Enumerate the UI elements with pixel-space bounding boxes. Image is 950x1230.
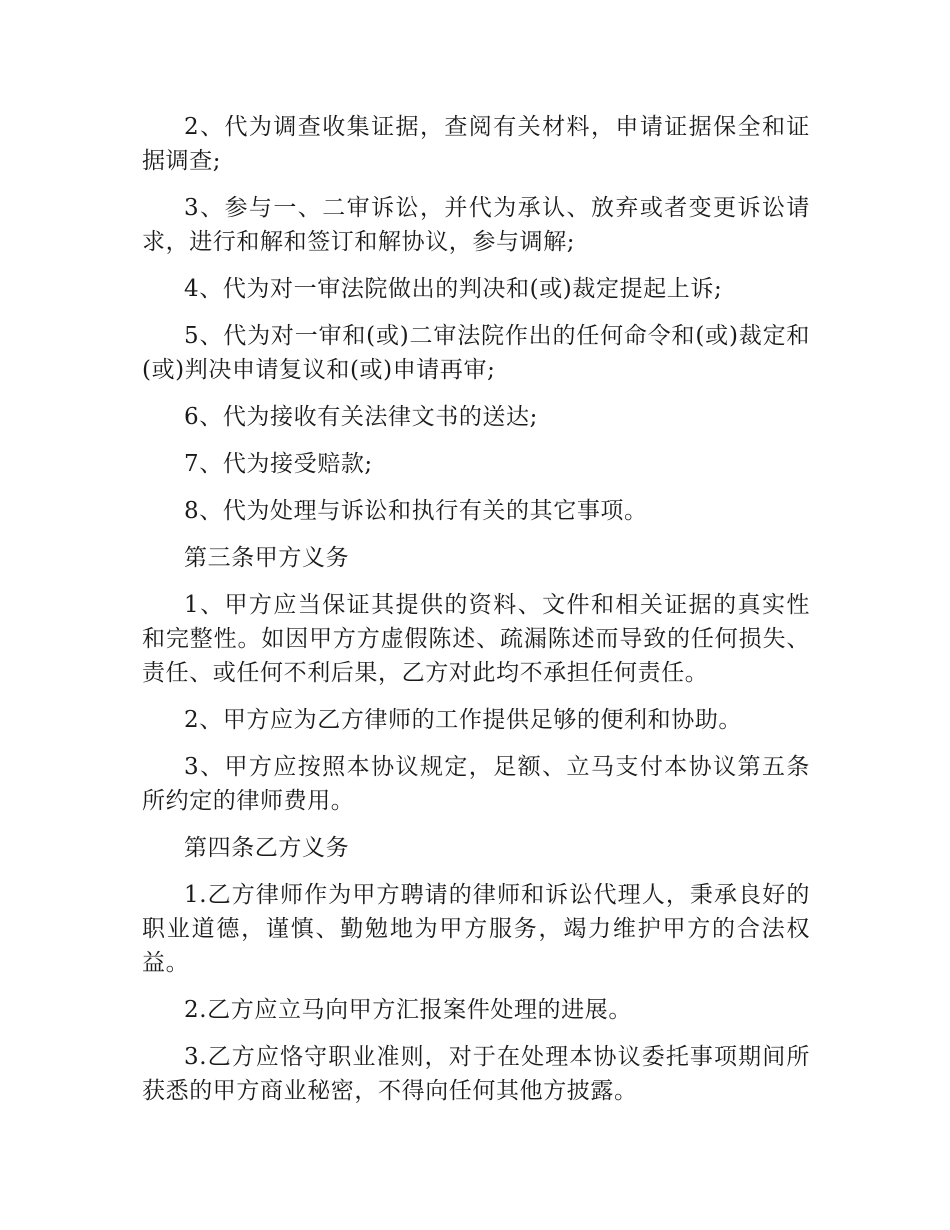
clause-2-4: 4、代为对一审法院做出的判决和(或)裁定提起上诉; [184,276,723,302]
clause-2-6: 6、代为接收有关法律文书的送达; [184,404,538,430]
clause-3-1: 1、甲方应当保证其提供的资料、文件和相关证据的真实性和完整性。如因甲方方虚假陈述、疏漏陈述而导致的任何损失、责任、或任何不利后果，乙方对此均不承担任何责任。 [142,592,810,686]
clause-3-2: 2、甲方应为乙方律师的工作提供足够的便利和协助。 [184,707,743,733]
clause-2-2: 2、代为调查收集证据，查阅有关材料，申请证据保全和证据调查; [142,114,810,174]
clause-2-3: 3、参与一、二审诉讼，并代为承认、放弃或者变更诉讼请求，进行和解和签订和解协议，参与调解; [142,195,810,255]
clause-4-2: 2.乙方应立马向甲方汇报案件处理的进展。 [184,997,632,1023]
clause-2-8: 8、代为处理与诉讼和执行有关的其它事项。 [184,498,648,524]
article-4-heading: 第四条乙方义务 [184,835,350,861]
clause-2-5: 5、代为对一审和(或)二审法院作出的任何命令和(或)裁定和(或)判决申请复议和(或)申请再审; [142,323,810,383]
document-body [142,110,810,1121]
clause-2-7: 7、代为接受赔款; [184,451,373,477]
clause-4-1: 1.乙方律师作为甲方聘请的律师和诉讼代理人，秉承良好的职业道德，谨慎、勤勉地为甲方服务，竭力维护甲方的合法权益。 [142,882,810,976]
article-3-heading: 第三条甲方义务 [184,545,350,571]
clause-3-3: 3、甲方应按照本协议规定，足额、立马支付本协议第五条所约定的律师费用。 [142,754,810,814]
clause-4-3: 3.乙方应恪守职业准则，对于在处理本协议委托事项期间所获悉的甲方商业秘密，不得向任何其他方披露。 [142,1044,810,1104]
